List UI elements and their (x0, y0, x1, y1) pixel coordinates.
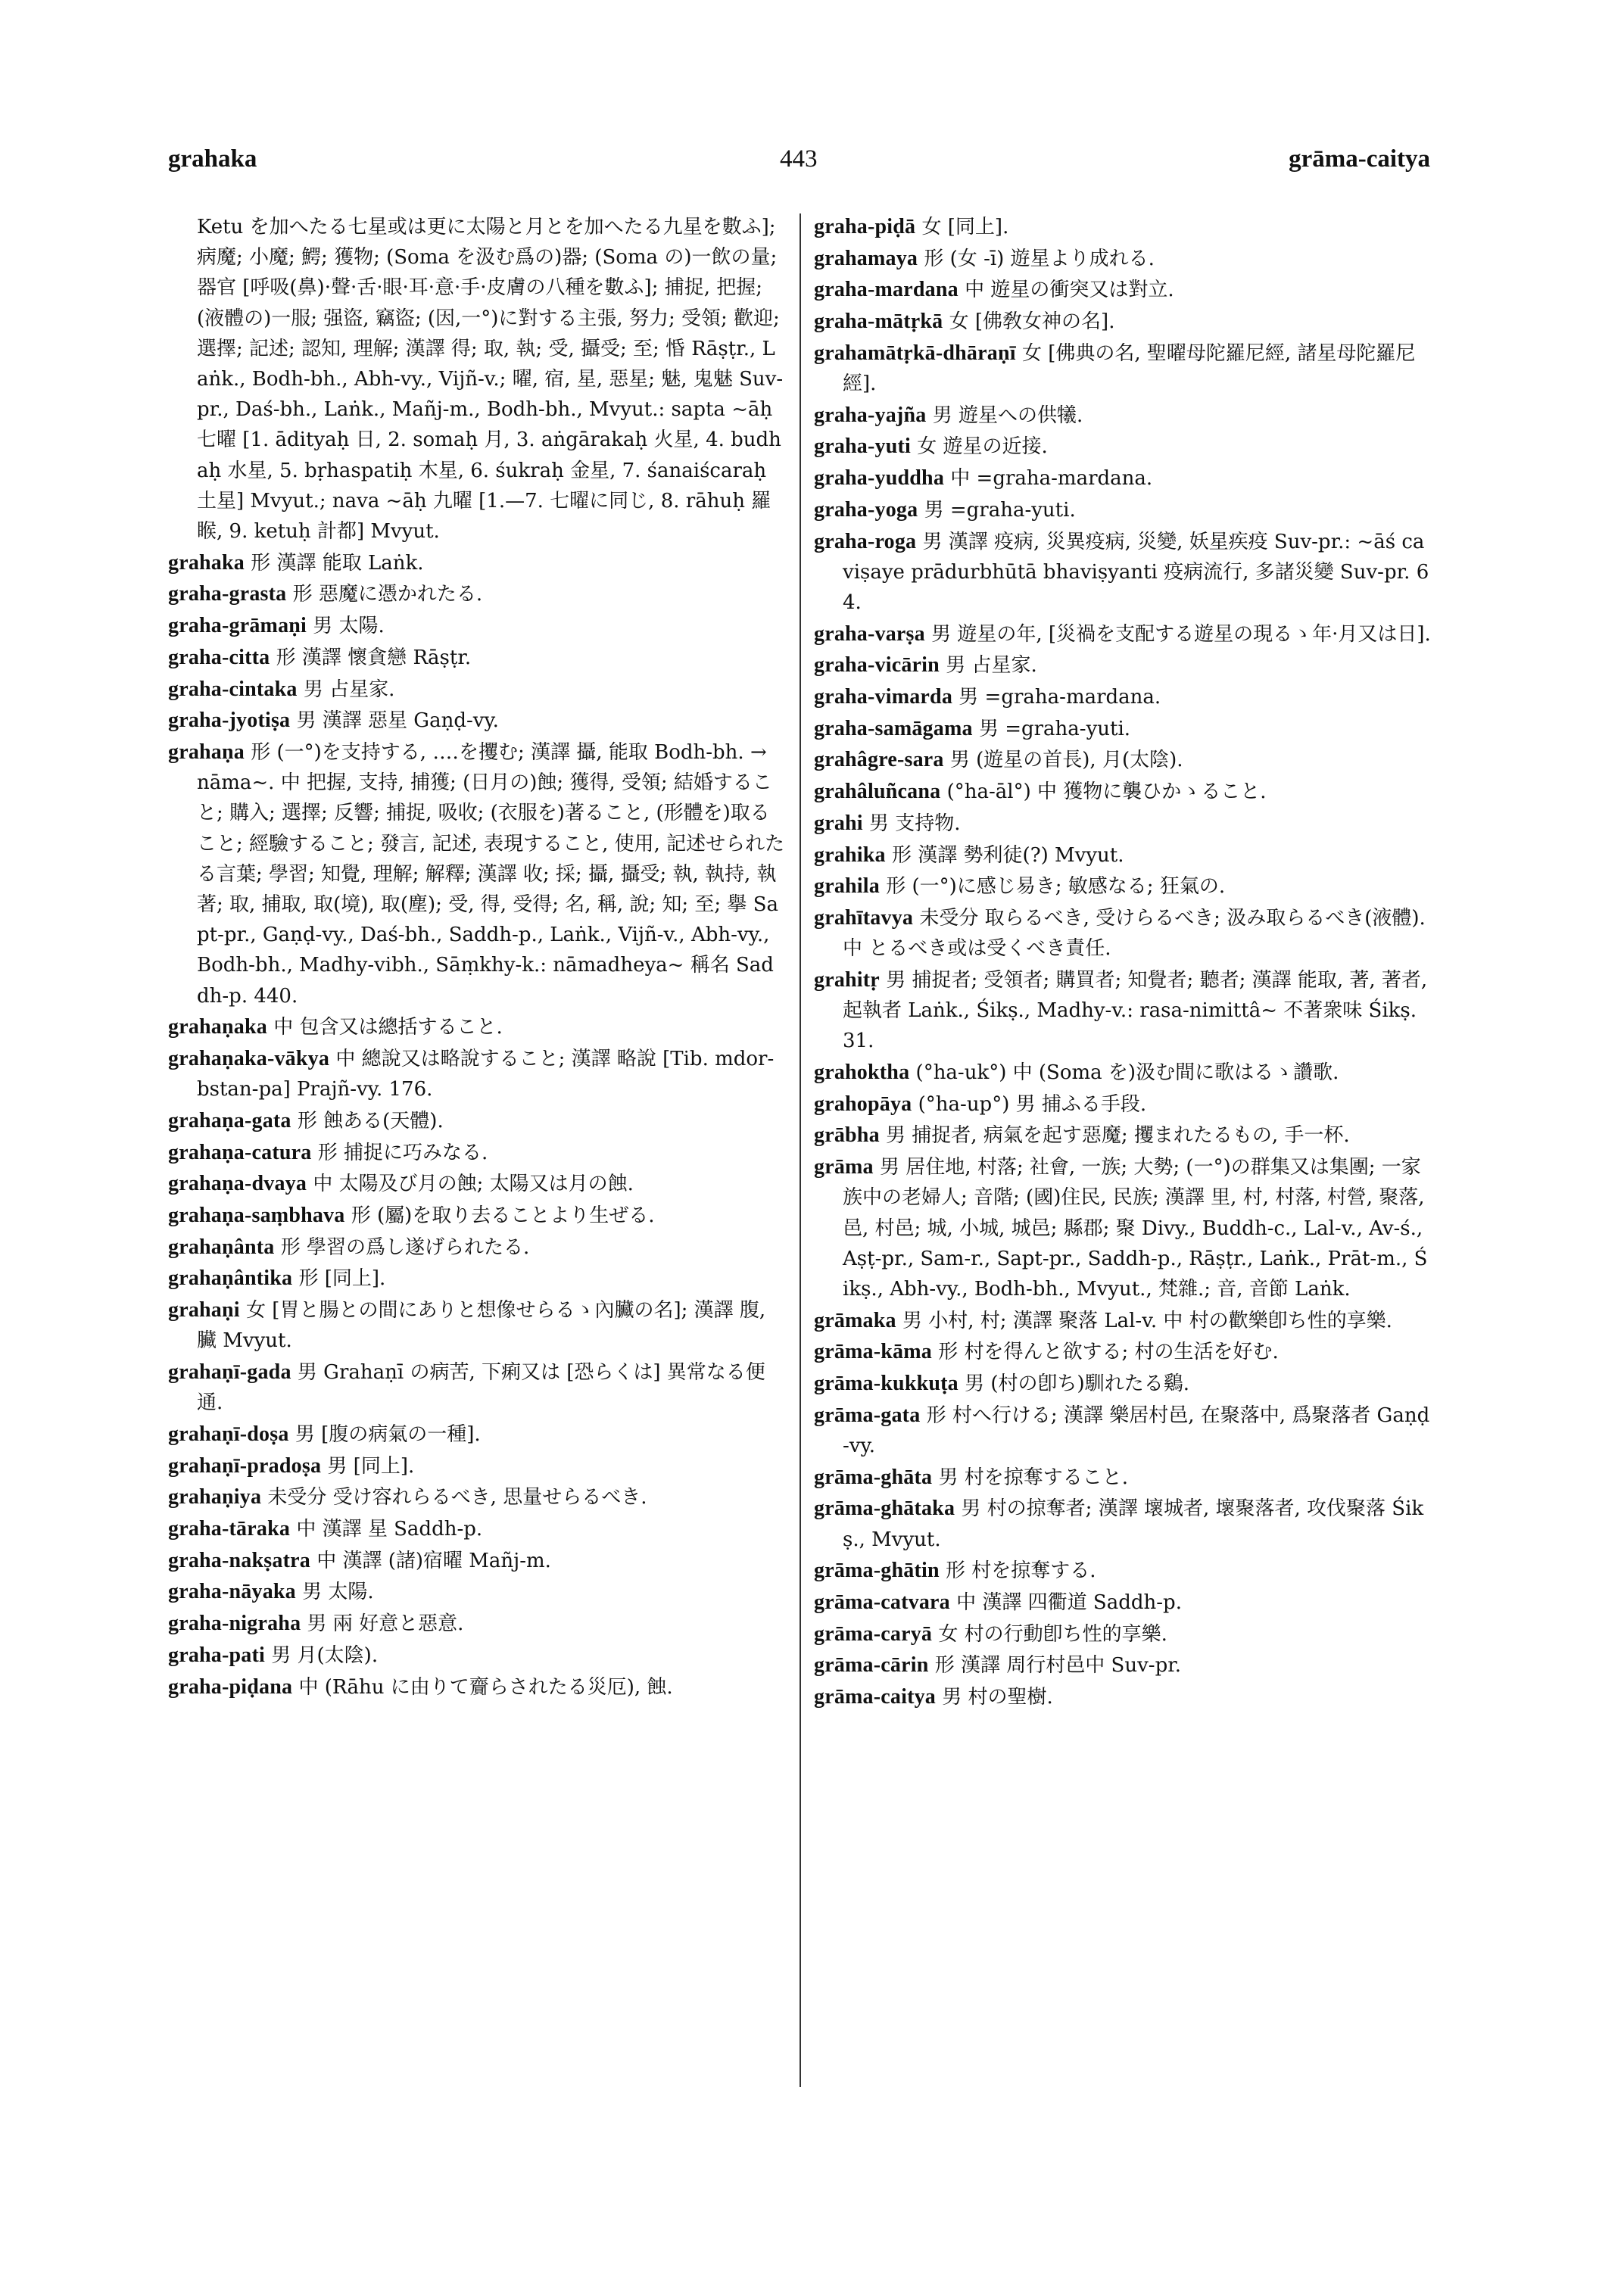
left-column (168, 212, 785, 2180)
entry-definition: 男 兩 好意と惡意. (307, 1612, 464, 1636)
dictionary-entry (168, 1514, 785, 1544)
dictionary-entry (814, 1494, 1433, 1554)
dictionary-entry (168, 1295, 785, 1356)
dictionary-entry (168, 548, 785, 578)
entry-definition: Ketu を加へたる七星或は更に太陽と月とを加へたる九星を數ふ]; 病魔; 小魔; 鰐; 獲物; (Soma を汲む爲の)器; (Soma の)一飲の量; 器官 [呼吸(鼻)·聲·舌·眼·耳·意·手·皮膚の八種を數ふ]; 捕捉, 把握; (液體の)一服; 强盜, 竊盜; (因,一°)に對する主張, 努力; 受領; 歡迎; 選擇; 記述; 認知, 理解; 漢譯 得; 取, 執; 受, 攝受; 至; 惛 Rāṣṭr., Laṅk., Bodh-bh., Abh-vy., Vijñ-v.; 曜, 宿, 星, 惡星; 魅, 鬼魅 Suv-pr., Daś-bh., Laṅk., Mañj-m., Bodh-bh., Mvyut.: sapta ~āḥ 七曜 [1. ādityaḥ 日, 2. somaḥ 月, 3. aṅgārakaḥ 火星, 4. budhaḥ 水星, 5. bṛhaspatiḥ 木星, 6. śukraḥ 金星, 7. śanaiścaraḥ 土星] Mvyut.; nava ~āḥ 九曜 [1.—7. 七曜に同じ, 8. rāhuḥ 羅睺, 9. ketuḥ 計都] Mvyut. (197, 216, 784, 544)
running-header (0, 145, 1624, 183)
entry-headword: grahaṇa-gata (168, 1108, 291, 1132)
entry-definition: 女 [同上]. (921, 216, 1009, 238)
entry-headword: grāma-cārin (814, 1653, 929, 1678)
dictionary-entry (814, 650, 1433, 681)
dictionary-entry (168, 1263, 785, 1294)
entry-headword: grahītavya (814, 905, 914, 930)
entry-headword: grahika (814, 843, 886, 867)
entry-definition: 男 捕捉者; 受領者; 購買者; 知覺者; 聽者; 漢譯 能取, 著, 著者, 起執者 Laṅk., Śikṣ., Madhy-v.: rasa-nimittâ~ 不著衆味 Śikṣ. 31. (843, 968, 1428, 1053)
dictionary-entry (168, 737, 785, 1011)
entry-definition: 男 遊星の年, [災禍を支配する遊星の現るゝ年·月又は日]. (931, 622, 1431, 646)
entry-definition: 中 包含又は總括すること. (273, 1016, 503, 1039)
entry-definition: 男 遊星への供犧. (932, 403, 1083, 427)
entry-definition: 形 (屬)を取り去ることより生ぜる. (351, 1204, 655, 1227)
entry-definition: 女 遊星の近接. (917, 435, 1048, 459)
entry-definition: (°ha-up°) 男 捕ふる手段. (918, 1092, 1147, 1116)
entry-headword: graha-mardana (814, 278, 959, 302)
dictionary-entry (814, 1152, 1433, 1304)
dictionary-entry (168, 1169, 785, 1199)
dictionary-entry (814, 714, 1433, 744)
entry-definition: 男 (遊星の首長), 月(太陰). (949, 749, 1183, 772)
dictionary-entry (168, 1138, 785, 1168)
entry-definition: 形 (一°)を支持する, ‥‥を攫む; 漢譯 攝, 能取 Bodh-bh. → nāma~. 中 把握, 支持, 捕獲; (日月の)蝕; 獲得, 受領; 結婚すること; 購入; 選擇; 反響; 捕捉, 吸收; (衣服を)著ること, (形體を)取ること; 經驗すること; 發言, 記述, 表現すること, 使用, 記述せられたる言葉; 學習; 知覺, 理解; 解釋; 漢譯 收; 採; 攝, 攝受; 執, 執持, 執著; 取, 捕取, 取(境), 取(塵); 受, 得, 受得; 名, 稱, 說; 知; 至; 擧 Sapt-pr., Gaṇḍ-vy., Daś-bh., Saddh-p., Laṅk., Vijñ-v., Abh-vy., Bodh-bh., Madhy-vibh., Sāṃkhy-k.: nāmadheya~ 稱名 Saddh-p. 440. (197, 740, 785, 1008)
entry-definition: (°ha-uk°) 中 (Soma を)汲む間に歌はるゝ讚歌. (915, 1061, 1339, 1084)
entry-headword: graha-cintaka (168, 677, 298, 701)
entry-definition: 形 漢譯 能取 Laṅk. (251, 551, 424, 575)
entry-definition: 男 [腹の病氣の一種]. (295, 1422, 481, 1446)
dictionary-entry (814, 808, 1433, 839)
entry-headword: grahaṇaka-vākya (168, 1046, 330, 1070)
dictionary-entry (168, 1357, 785, 1418)
dictionary-entry (168, 643, 785, 673)
dictionary-entry (814, 463, 1433, 494)
entry-headword: grahaṇī-pradoṣa (168, 1453, 322, 1478)
entry-definition: 男 漢譯 疫病, 災異疫病, 災變, 妖星疾疫 Suv-pr.: ~āś ca viṣaye prādurbhūtā bhaviṣyanti 疫病流行, 多諸災變 Suv-pr. 64. (843, 530, 1429, 614)
entry-headword: graha-roga (814, 529, 917, 553)
entry-definition: 女 村の行動卽ち性的享樂. (938, 1622, 1167, 1646)
dictionary-entry (168, 1672, 785, 1703)
column-divider (800, 213, 801, 2087)
dictionary-entry (814, 903, 1433, 964)
entry-headword: grahaṇiya (168, 1485, 262, 1509)
entry-headword: graha-yuddha (814, 466, 945, 491)
entry-headword: grahâluñcana (814, 780, 941, 804)
dictionary-entry (814, 1369, 1433, 1399)
entry-definition: 形 蝕ある(天體). (297, 1109, 444, 1132)
dictionary-entry (814, 1306, 1433, 1336)
entry-headword: grahaṇa (168, 740, 245, 764)
entry-definition: 男 村を掠奪すること. (938, 1466, 1128, 1489)
entry-definition: 形 村を掠奪する. (946, 1559, 1096, 1583)
entry-headword: graha-varṣa (814, 622, 925, 646)
entry-headword: graha-grāmaṇi (168, 614, 307, 638)
dictionary-entry (814, 619, 1433, 650)
dictionary-entry (814, 871, 1433, 902)
entry-headword: grahitṛ (814, 967, 880, 992)
entry-headword: graha-jyotiṣa (168, 709, 291, 733)
dictionary-entry (168, 1012, 785, 1042)
dictionary-entry (168, 1044, 785, 1104)
entry-headword: graha-vicārin (814, 653, 940, 678)
entry-definition: 中 漢譯 (諸)宿曜 Mañj-m. (316, 1549, 551, 1572)
dictionary-entry (814, 431, 1433, 462)
dictionary-entry (814, 840, 1433, 871)
entry-headword: graha-piḍā (814, 215, 916, 238)
dictionary-entry (814, 1400, 1433, 1461)
dictionary-entry (814, 275, 1433, 305)
entry-definition: 形 漢譯 周行村邑中 Suv-pr. (934, 1654, 1182, 1678)
dictionary-entry (814, 307, 1433, 337)
entry-headword: grahoktha (814, 1060, 910, 1084)
entry-definition: 男 太陽. (313, 615, 385, 638)
entry-definition: 中 (Rāhu に由りて齎らされたる災厄), 蝕. (298, 1675, 673, 1699)
entry-headword: grahaṇânta (168, 1235, 275, 1259)
dictionary-entry (814, 338, 1433, 399)
entry-definition: 形 村を得んと欲する; 村の生活を好む. (938, 1341, 1279, 1364)
entry-headword: grahaṇântika (168, 1266, 293, 1291)
dictionary-entry (168, 1577, 785, 1607)
entry-definition: 男 占星家. (303, 678, 395, 701)
entry-headword: graha-vimarda (814, 685, 953, 709)
entry-headword: graha-samāgama (814, 716, 973, 740)
entry-definition: 未受分 受け容れらるべき, 思量せらるべき. (267, 1486, 647, 1509)
dictionary-entry (814, 1556, 1433, 1586)
entry-definition: 形 (一°)に感じ易き; 敏感なる; 狂氣の. (886, 875, 1226, 899)
right-column (814, 212, 1433, 2180)
entry-definition: 形 [同上]. (298, 1267, 386, 1291)
dictionary-entry (814, 745, 1433, 775)
entry-headword: grāma-kukkuṭa (814, 1372, 959, 1396)
entry-definition: 女 [胃と腸との間にありと想像せらるゝ內臟の名]; 漢譯 腹, 臟 Mvyut. (197, 1299, 766, 1353)
entry-definition: 中 太陽及び月の蝕; 太陽又は月の蝕. (313, 1173, 634, 1196)
entry-definition: 男 [同上]. (327, 1454, 415, 1478)
entry-definition: 男 漢譯 惡星 Gaṇḍ-vy. (296, 709, 499, 733)
entry-definition: 形 學習の爲し遂げられたる. (280, 1235, 530, 1259)
dictionary-entry (814, 1650, 1433, 1681)
entry-definition: 男 =graha-yuti. (924, 498, 1076, 522)
dictionary-entry (168, 1451, 785, 1481)
entry-definition: 男 (村の卽ち)馴れたる鷄. (965, 1372, 1189, 1396)
entry-headword: grahaṇa-catura (168, 1140, 312, 1164)
entry-headword: grāma (814, 1155, 874, 1179)
header-left-headword: grahaka (168, 145, 257, 173)
dictionary-entry (814, 1682, 1433, 1712)
entry-definition: 中 =graha-mardana. (950, 467, 1153, 491)
entry-headword: grāma-caryā (814, 1622, 933, 1646)
entry-headword: graha-yajña (814, 403, 927, 427)
entry-headword: grāmaka (814, 1308, 896, 1332)
entry-headword: grahaṇa-saṃbhava (168, 1204, 345, 1227)
dictionary-entry (814, 1058, 1433, 1088)
dictionary-entry (168, 579, 785, 609)
entry-headword: grahaka (168, 550, 245, 575)
dictionary-entry (168, 675, 785, 705)
entry-headword: grahamātṛkā-dhāraṇī (814, 341, 1016, 365)
entry-headword: grāma-ghātin (814, 1559, 940, 1583)
dictionary-entry (814, 1337, 1433, 1367)
dictionary-entry (168, 1640, 785, 1671)
page-number: 443 (780, 145, 818, 173)
entry-definition: 形 捕捉に巧みなる. (317, 1141, 488, 1164)
entry-headword: graha-nakṣatra (168, 1548, 310, 1572)
dictionary-entry (168, 212, 785, 547)
entry-headword: grāma-ghāta (814, 1465, 933, 1489)
dictionary-entry (168, 706, 785, 736)
entry-headword: grahi (814, 811, 863, 835)
dictionary-entry (814, 777, 1433, 807)
entry-definition: 男 月(太陰). (271, 1643, 379, 1667)
entry-headword: grahamaya (814, 246, 918, 270)
dictionary-entry (814, 1619, 1433, 1650)
entry-headword: grāma-gata (814, 1403, 921, 1427)
entry-headword: grahopāya (814, 1092, 912, 1116)
entry-headword: grāma-kāma (814, 1340, 932, 1364)
entry-definition: 形 漢譯 懷貪戀 Rāṣṭr. (276, 646, 472, 669)
entry-headword: graha-tāraka (168, 1517, 291, 1541)
dictionary-entry (814, 244, 1433, 274)
entry-definition: 男 占星家. (946, 654, 1037, 678)
entry-definition: 男 太陽. (302, 1581, 374, 1604)
entry-headword: grahâgre-sara (814, 748, 944, 772)
entry-headword: graha-nigraha (168, 1612, 301, 1636)
entry-headword: graha-nāyaka (168, 1580, 296, 1604)
dictionary-entry (168, 1419, 785, 1450)
entry-definition: 女 [佛典の名, 聖曜母陀羅尼經, 諸星母陀羅尼經]. (843, 341, 1416, 396)
entry-headword: graha-pati (168, 1643, 265, 1667)
entry-definition: 形 村へ行ける; 漢譯 樂居村邑, 在聚落中, 爲聚落者 Gaṇḍ-vy. (843, 1404, 1430, 1457)
entry-definition: 形 (女 -ī) 遊星より成れる. (924, 247, 1155, 270)
entry-definition: (°ha-āl°) 中 獲物に襲ひかゝること. (946, 780, 1267, 804)
entry-headword: grahaṇaka (168, 1015, 267, 1039)
entry-definition: 男 捕捉者, 病氣を起す惡魔; 攫まれたるもの, 手一杯. (886, 1124, 1350, 1148)
dictionary-entry (814, 1120, 1433, 1151)
dictionary-entry (168, 1232, 785, 1263)
entry-definition: 中 總說又は略說すること; 漢譯 略說 [Tib. mdor-bstan-pa] Prajñ-vy. 176. (197, 1047, 775, 1101)
dictionary-entry (814, 495, 1433, 525)
dictionary-entry (814, 965, 1433, 1057)
dictionary-entry (814, 1463, 1433, 1493)
entry-headword: grāma-catvara (814, 1590, 950, 1614)
entry-headword: graha-yuti (814, 435, 911, 459)
entry-definition: 男 Grahaṇī の病苦, 下痢又は [恐らくは] 異常なる便通. (197, 1361, 765, 1415)
entry-definition: 男 村の掠奪者; 漢譯 壞城者, 壞聚落者, 攻伐聚落 Śikṣ., Mvyut. (843, 1497, 1424, 1551)
entry-headword: graha-piḍana (168, 1675, 293, 1699)
entry-headword: grahila (814, 874, 880, 899)
entry-headword: grahaṇī-gada (168, 1360, 291, 1385)
entry-headword: graha-yoga (814, 497, 918, 522)
entry-definition: 男 支持物. (869, 812, 961, 835)
dictionary-entry (168, 1106, 785, 1136)
entry-headword: graha-mātṛkā (814, 310, 943, 334)
dictionary-entry (168, 611, 785, 641)
dictionary-entry (168, 1609, 785, 1639)
entry-definition: 未受分 取らるべき, 受けらるべき; 汲み取らるべき(液體). 中 とるべき或は受くべき責任. (843, 906, 1426, 961)
dictionary-entry (814, 527, 1433, 618)
header-right-headword: grāma-caitya (1289, 145, 1430, 173)
dictionary-entry (814, 212, 1433, 242)
entry-headword: grāma-ghātaka (814, 1497, 955, 1521)
entry-definition: 男 小村, 村; 漢譯 聚落 Lal-v. 中 村の歡樂卽ち性的享樂. (902, 1309, 1392, 1332)
dictionary-entry (168, 1482, 785, 1513)
entry-headword: grahaṇi (168, 1298, 240, 1323)
entry-definition: 男 村の聖樹. (942, 1686, 1053, 1709)
dictionary-entry (814, 400, 1433, 431)
entry-definition: 中 遊星の衝突又は對立. (965, 279, 1174, 302)
dictionary-entry (814, 1089, 1433, 1120)
entry-headword: grāma-caitya (814, 1685, 937, 1709)
entry-definition: 男 居住地, 村落; 社會, 一族; 大勢; (一°)の群集又は集團; 一家族中の老婦人; 音階; (國)住民, 民族; 漢譯 里, 村, 村落, 村營, 聚落, 邑, 村邑; 城, 小城, 城邑; 縣郡; 聚 Divy., Buddh-c., Lal-v., Av-ś., Aṣṭ-pr., Sam-r., Sapt-pr., Saddh-p., Rāṣṭr., Laṅk., Prāt-m., Śikṣ., Abh-vy., Bodh-bh., Mvyut., 梵雜.; 音, 音節 Laṅk. (843, 1156, 1428, 1301)
dictionary-entry (168, 1546, 785, 1576)
dictionary-entry (814, 682, 1433, 712)
entry-definition: 形 惡魔に憑かれたる. (292, 583, 483, 606)
entry-headword: grahaṇa-dvaya (168, 1172, 307, 1196)
entry-definition: 形 漢譯 勢利徒(?) Mvyut. (892, 843, 1124, 867)
dictionary-entry (168, 1201, 785, 1231)
entry-definition: 男 =graha-yuti. (978, 717, 1131, 740)
entry-headword: grābha (814, 1123, 880, 1148)
entry-headword: graha-citta (168, 645, 270, 669)
entry-definition: 女 [佛敎女神の名]. (949, 310, 1115, 334)
entry-definition: 中 漢譯 星 Saddh-p. (296, 1518, 483, 1541)
dictionary-entry (814, 1587, 1433, 1618)
entry-definition: 男 =graha-mardana. (959, 686, 1161, 709)
entry-headword: grahaṇī-doṣa (168, 1422, 289, 1446)
entry-definition: 中 漢譯 四衢道 Saddh-p. (956, 1590, 1182, 1614)
entry-headword: graha-grasta (168, 582, 287, 606)
